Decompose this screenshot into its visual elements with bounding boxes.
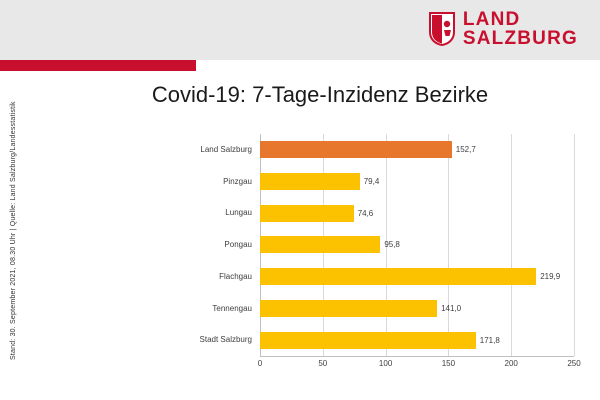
category-label: Stadt Salzburg [199, 335, 252, 345]
value-label: 152,7 [455, 145, 476, 155]
plot-area [199, 134, 581, 368]
bar-row [200, 134, 574, 166]
header-band [0, 0, 600, 60]
bar-row [225, 197, 574, 229]
value-label: 141,0 [441, 303, 462, 313]
salzburg-coat-of-arms-icon [429, 12, 455, 46]
x-tick-label: 50 [318, 359, 328, 368]
x-tick-label: 0 [257, 359, 263, 368]
value-label: 219,9 [540, 272, 561, 282]
bar [260, 300, 437, 317]
gridline [574, 134, 575, 356]
chart-title: Covid-19: 7-Tage-Inzidenz Bezirke [151, 82, 489, 107]
value-label: 79,4 [363, 177, 380, 187]
land-salzburg-logo [429, 10, 578, 48]
category-label: Lungau [225, 208, 252, 218]
logo-line-1: LAND [462, 9, 521, 30]
source-note: Stand: 30. September 2021, 08.30 Uhr | Quelle: Land Salzburg/Landesstatistik [10, 101, 17, 360]
bar-chart [140, 134, 581, 374]
x-tick-label: 200 [504, 359, 518, 368]
category-label: Tennengau [212, 303, 252, 313]
bar [260, 332, 476, 349]
x-axis-line [260, 356, 574, 357]
logo-wordmark [463, 10, 578, 48]
category-label: Land Salzburg [200, 145, 252, 154]
x-tick-label: 250 [567, 359, 581, 368]
x-tick-label: 150 [441, 359, 456, 368]
bar-row [223, 166, 574, 198]
bar [260, 268, 536, 285]
bar-row [224, 229, 574, 261]
bar [260, 236, 380, 253]
category-label: Flachgau [219, 271, 252, 281]
bar [260, 141, 452, 158]
bar [260, 173, 360, 190]
value-label: 74,6 [357, 208, 374, 218]
value-label: 171,8 [479, 335, 500, 345]
value-label: 95,8 [384, 240, 400, 250]
red-accent-bar [0, 60, 196, 71]
bar-row [219, 261, 574, 293]
bar-row [199, 324, 574, 356]
bar [260, 205, 354, 222]
category-label: Pinzgau [223, 176, 252, 186]
x-tick-label: 100 [378, 359, 393, 368]
logo-line-2: SALZBURG [462, 28, 578, 49]
bar-row [212, 293, 574, 325]
category-label: Pongau [224, 240, 252, 250]
